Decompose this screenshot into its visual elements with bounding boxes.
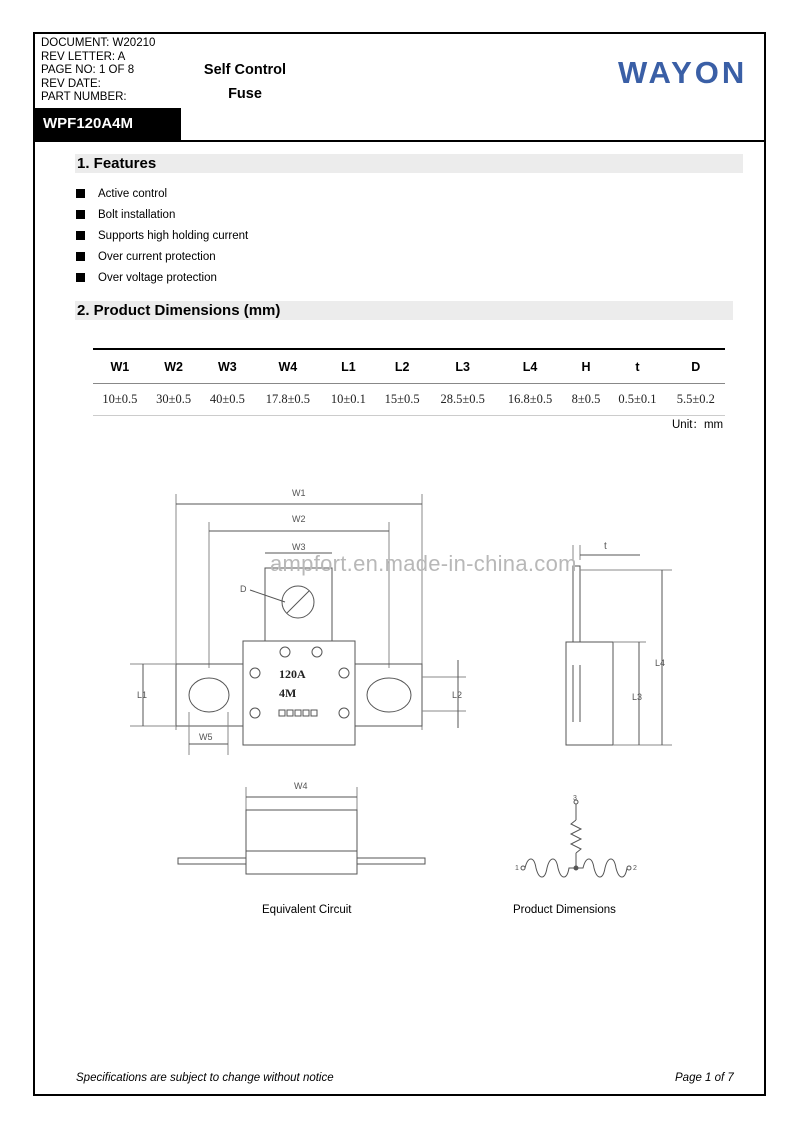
label-w4: W4 <box>294 781 308 791</box>
cell-w1: 10±0.5 <box>93 384 147 416</box>
label-l2: L2 <box>452 690 463 700</box>
bullet-icon <box>76 210 85 219</box>
feature-item: Over current protection <box>76 250 216 264</box>
col-h: H <box>564 349 609 384</box>
label-w1: W1 <box>292 488 306 498</box>
label-w5: W5 <box>199 732 213 742</box>
title-line-1: Self Control <box>203 62 287 78</box>
label-d: D <box>240 584 247 594</box>
footer-notice: Specifications are subject to change without notice <box>76 1072 334 1084</box>
col-l2: L2 <box>375 349 429 384</box>
feature-item: Supports high holding current <box>76 229 248 243</box>
bottom-view <box>178 781 425 874</box>
unit-label: Unit：mm <box>672 419 724 431</box>
rev-date: REV DATE: <box>41 77 101 90</box>
col-w2: W2 <box>147 349 201 384</box>
logo-text: WAYON <box>618 55 748 88</box>
col-w3: W3 <box>200 349 254 384</box>
cell-d: 5.5±0.2 <box>667 384 725 416</box>
pin-2: 2 <box>633 865 637 872</box>
col-l4: L4 <box>496 349 563 384</box>
col-w4: W4 <box>254 349 321 384</box>
cell-l2: 15±0.5 <box>375 384 429 416</box>
feature-item: Active control <box>76 187 167 201</box>
document-info <box>41 37 155 105</box>
bullet-icon <box>76 189 85 198</box>
wayon-logo <box>616 54 752 88</box>
doc-number: DOCUMENT: W20210 <box>41 37 156 49</box>
bullet-icon <box>76 273 85 282</box>
bullet-icon <box>76 252 85 261</box>
col-l1: L1 <box>322 349 376 384</box>
feature-item: Bolt installation <box>76 208 175 222</box>
label-w3: W3 <box>292 542 306 552</box>
table-header-row <box>93 349 725 384</box>
side-view <box>566 541 672 745</box>
pin-1: 1 <box>515 865 519 872</box>
dimensions-heading: 2. Product Dimensions (mm) <box>75 301 733 320</box>
col-l3: L3 <box>429 349 496 384</box>
circuit-symbol <box>515 795 637 877</box>
title-line-2: Fuse <box>228 86 262 102</box>
pin-3: 3 <box>573 795 577 802</box>
cell-w4: 17.8±0.5 <box>254 384 321 416</box>
marking-rating: 120A <box>279 667 306 681</box>
part-number-badge: WPF120A4M <box>33 108 181 140</box>
marking-code: 4M <box>279 686 297 700</box>
cell-t: 0.5±0.1 <box>608 384 666 416</box>
watermark: ampfort.en.made-in-china.com <box>270 551 577 576</box>
cell-l4: 16.8±0.5 <box>496 384 563 416</box>
label-l1: L1 <box>137 690 148 700</box>
col-w1: W1 <box>93 349 147 384</box>
features-heading: 1. Features <box>75 154 743 173</box>
front-view <box>130 488 466 755</box>
col-d: D <box>667 349 725 384</box>
caption-product-dimensions: Product Dimensions <box>513 904 616 916</box>
cell-l3: 28.5±0.5 <box>429 384 496 416</box>
table-row <box>93 384 725 416</box>
label-l3: L3 <box>632 692 643 702</box>
footer-page-number: Page 1 of 7 <box>675 1072 734 1084</box>
feature-item: Over voltage protection <box>76 271 217 285</box>
cell-l1: 10±0.1 <box>322 384 376 416</box>
document-title <box>183 58 307 106</box>
label-w2: W2 <box>292 514 306 524</box>
header-divider <box>33 140 766 142</box>
cell-w2: 30±0.5 <box>147 384 201 416</box>
col-t: t <box>608 349 666 384</box>
part-number-label: PART NUMBER: <box>41 91 127 103</box>
technical-drawing <box>0 480 800 900</box>
cell-w3: 40±0.5 <box>200 384 254 416</box>
bullet-icon <box>76 231 85 240</box>
dimensions-table <box>93 348 725 416</box>
page-no: PAGE NO: 1 OF 8 <box>41 64 135 76</box>
caption-equivalent-circuit: Equivalent Circuit <box>262 904 352 916</box>
cell-h: 8±0.5 <box>564 384 609 416</box>
rev-letter: REV LETTER: A <box>41 50 126 63</box>
label-t: t <box>604 541 607 552</box>
label-l4: L4 <box>655 658 666 668</box>
